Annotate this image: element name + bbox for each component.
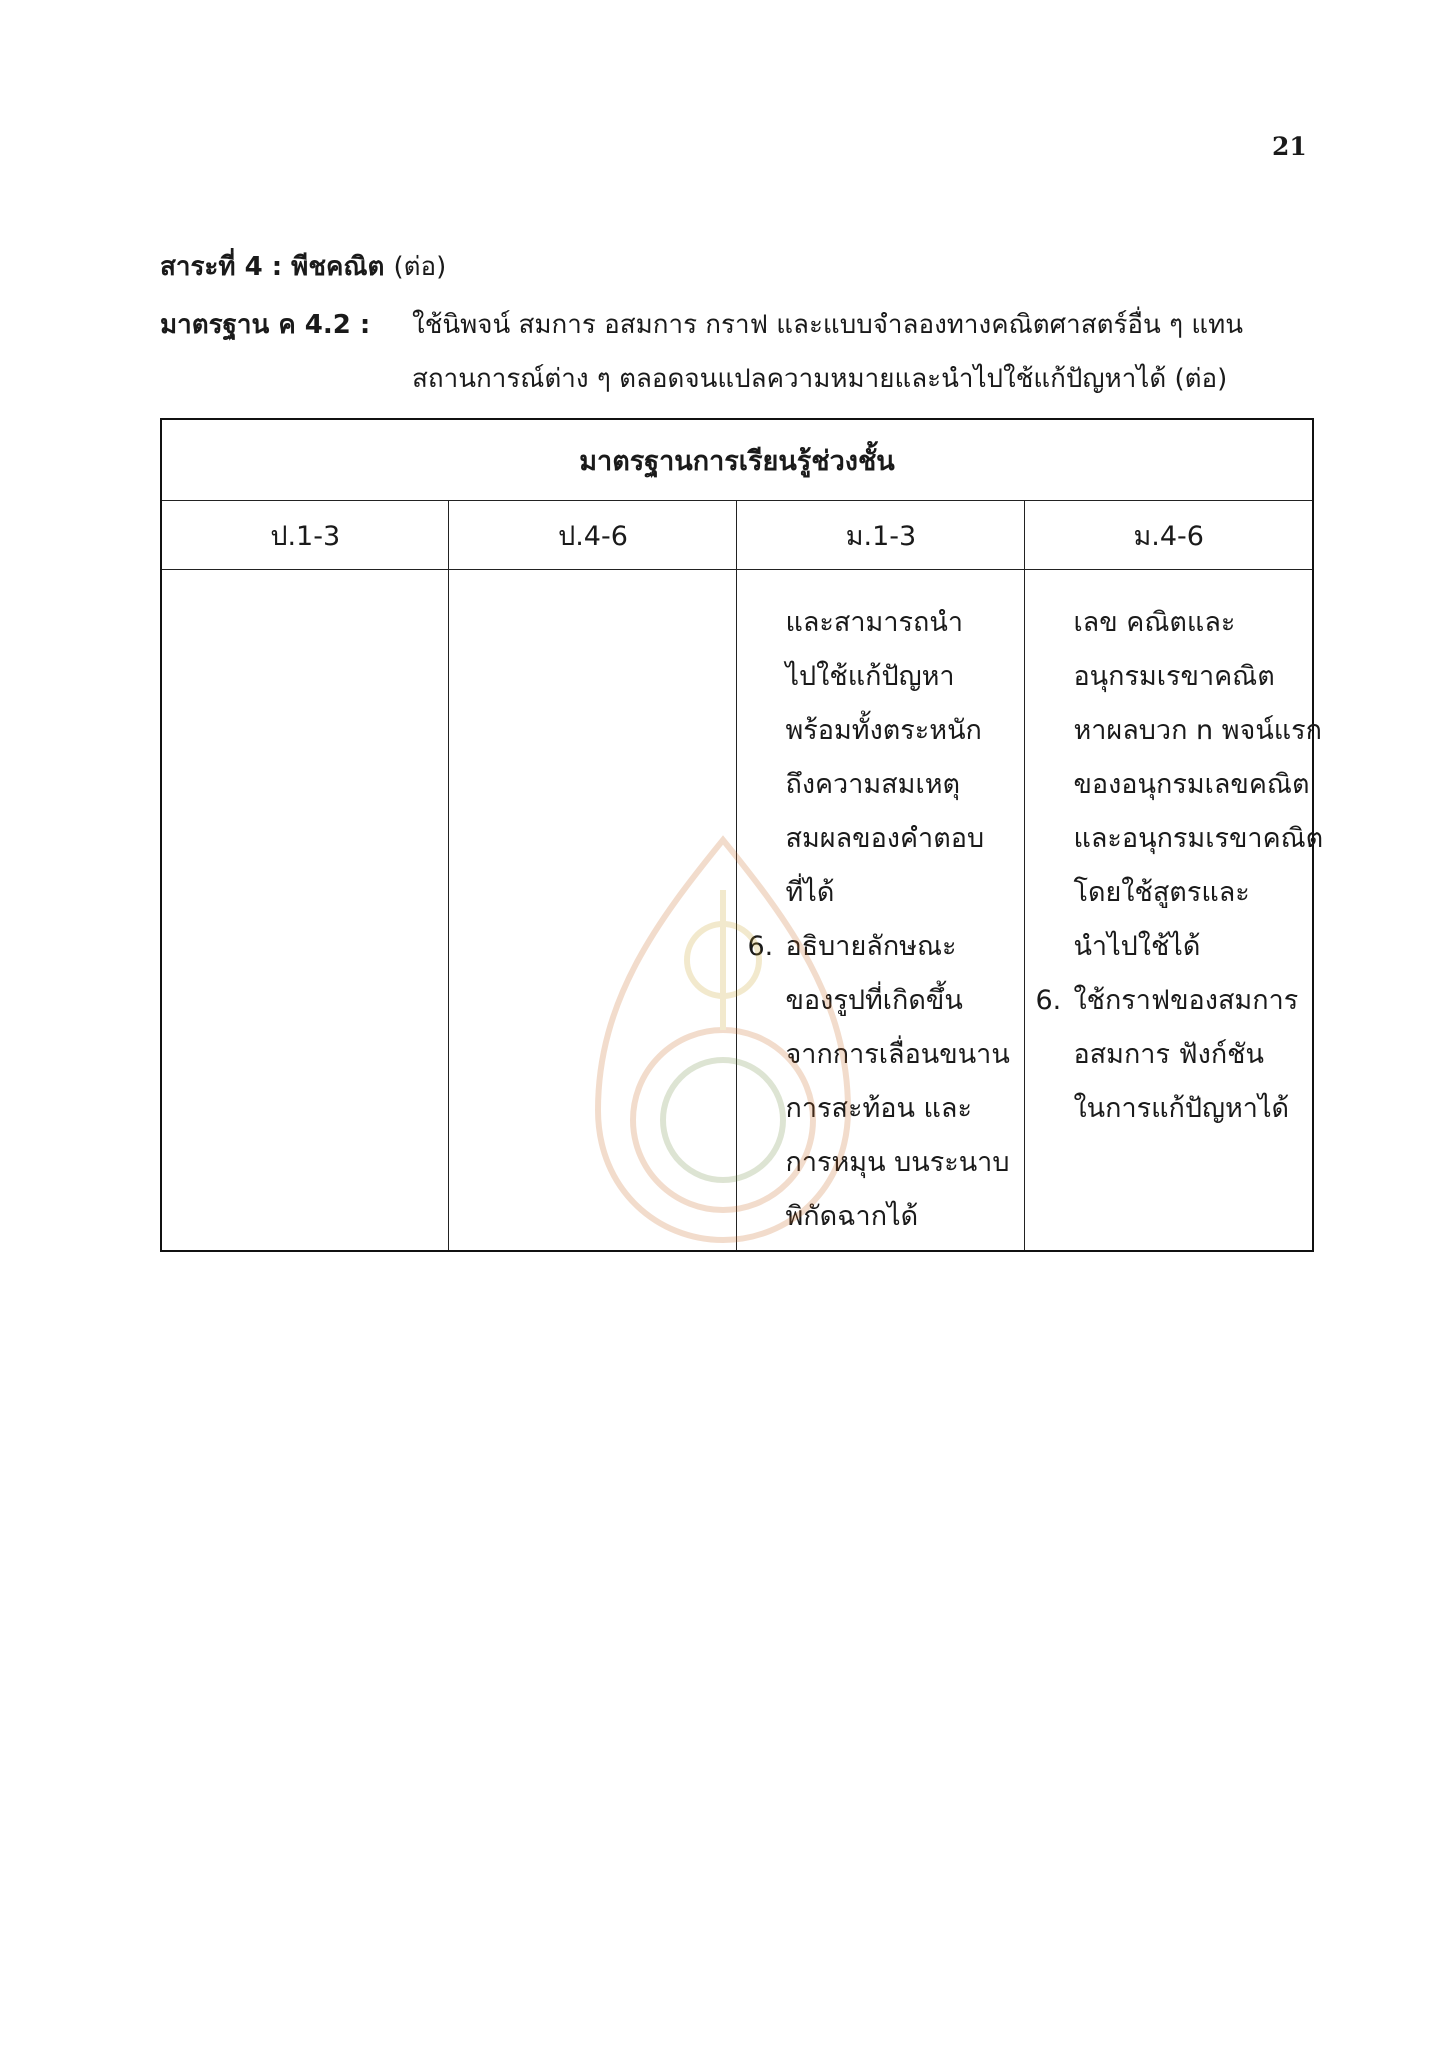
list-item xyxy=(737,920,1014,1244)
column-header-m4-6: ม.4-6 xyxy=(1025,501,1313,570)
list-item xyxy=(1025,974,1302,1136)
list-item xyxy=(1025,596,1324,974)
item-line: โดยใช้สูตรและ xyxy=(1073,877,1250,908)
column-header-p4-6: ป.4-6 xyxy=(449,501,737,570)
item-line: การหมุน บนระนาบ xyxy=(785,1147,1010,1178)
cell-m1-3 xyxy=(737,570,1025,1252)
standard-label: มาตรฐาน ค 4.2 : xyxy=(160,310,371,340)
list-item xyxy=(737,596,1014,920)
item-line: พร้อมทั้งตระหนัก xyxy=(785,715,982,746)
page-number: 21 xyxy=(1272,132,1307,161)
standard-line: สถานการณ์ต่าง ๆ ตลอดจนแปลความหมายและนำไปใช้แก้ปัญหาได้ (ต่อ) xyxy=(412,364,1228,394)
item-line: ในการแก้ปัญหาได้ xyxy=(1073,1093,1290,1124)
cell-p1-3 xyxy=(161,570,449,1252)
item-line: และสามารถนำ xyxy=(785,607,963,638)
item-line: ไปใช้แก้ปัญหา xyxy=(785,661,955,692)
item-line: อธิบายลักษณะ xyxy=(785,931,957,962)
item-line: การสะท้อน และ xyxy=(785,1093,972,1124)
item-line: และอนุกรมเรขาคณิต xyxy=(1073,823,1324,854)
item-line: ถึงความสมเหตุ xyxy=(785,769,961,800)
item-line: สมผลของคำตอบ xyxy=(785,823,985,854)
table-title: มาตรฐานการเรียนรู้ช่วงชั้น xyxy=(161,419,1313,501)
standards-table xyxy=(160,418,1324,1252)
item-line: ที่ได้ xyxy=(785,877,835,908)
column-header-m1-3: ม.1-3 xyxy=(737,501,1025,570)
column-header-p1-3: ป.1-3 xyxy=(161,501,449,570)
item-line: จากการเลื่อนขนาน xyxy=(785,1039,1010,1070)
standard-text xyxy=(412,298,1322,406)
item-line: หาผลบวก n พจน์แรก xyxy=(1073,715,1323,746)
item-line: ของอนุกรมเลขคณิต xyxy=(1073,769,1310,800)
list-m1-3 xyxy=(737,570,1024,1244)
item-line: อสมการ ฟังก์ชัน xyxy=(1073,1039,1264,1070)
standard-line: ใช้นิพจน์ สมการ อสมการ กราฟ และแบบจำลองทางคณิตศาสตร์อื่น ๆ แทน xyxy=(412,310,1243,340)
item-line: ใช้กราฟของสมการ xyxy=(1073,985,1299,1016)
strand-continued: (ต่อ) xyxy=(393,252,447,282)
list-m4-6 xyxy=(1025,570,1324,1136)
item-line: เลข คณิตและ xyxy=(1073,607,1236,638)
item-number: 6. xyxy=(1035,985,1062,1016)
item-line: นำไปใช้ได้ xyxy=(1073,931,1201,962)
cell-p4-6 xyxy=(449,570,737,1252)
item-number: 6. xyxy=(747,931,774,962)
strand-title: สาระที่ 4 : พีชคณิต xyxy=(160,252,385,282)
item-line: อนุกรมเรขาคณิต xyxy=(1073,661,1275,692)
cell-m4-6 xyxy=(1025,570,1324,1252)
strand-heading xyxy=(160,246,446,287)
item-line: ของรูปที่เกิดขึ้น xyxy=(785,985,963,1016)
item-line: พิกัดฉากได้ xyxy=(785,1201,919,1232)
